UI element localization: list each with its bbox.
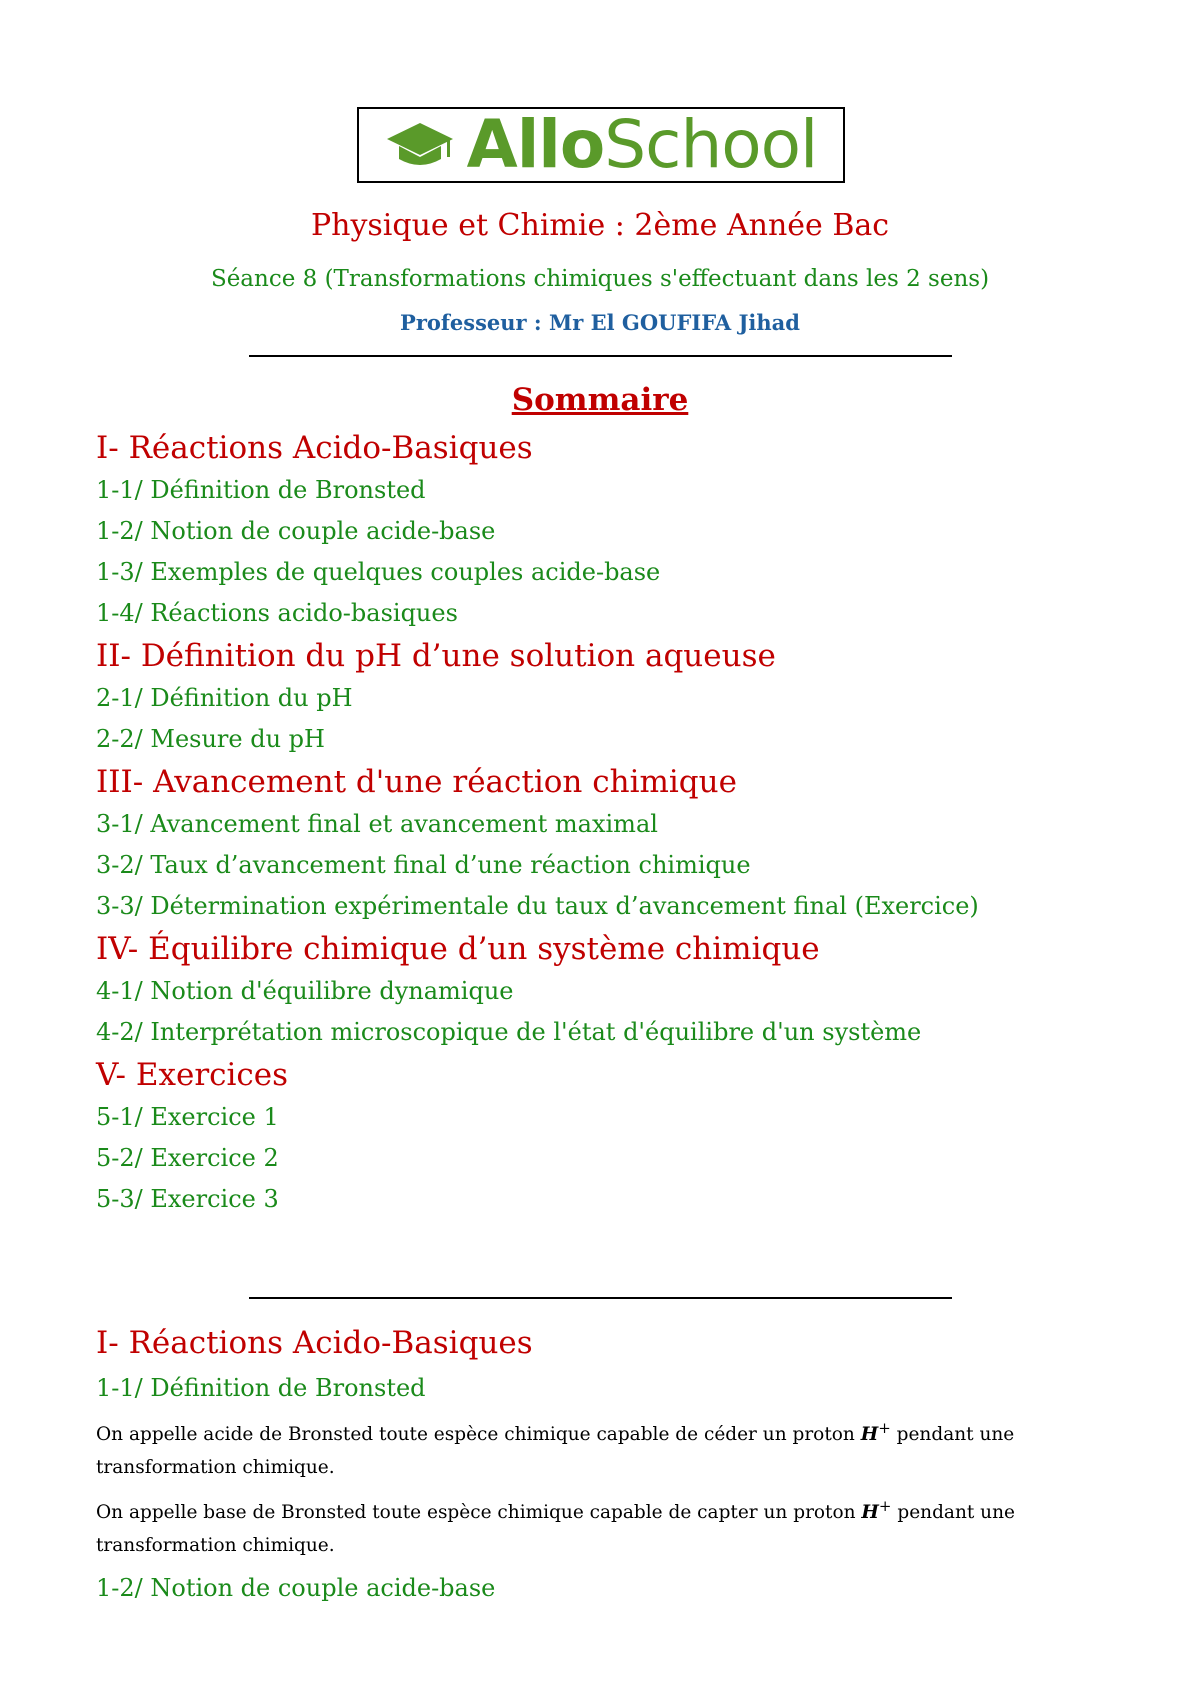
divider <box>249 355 952 357</box>
toc-item-3-3[interactable]: 3-3/ Détermination expérimentale du taux d’avancement final (Exercice) <box>96 892 979 920</box>
seance-title: Séance 8 (Transformations chimiques s'effectuant dans les 2 sens) <box>210 266 990 292</box>
toc-section-5[interactable]: V- Exercices <box>96 1057 289 1093</box>
toc-item-1-3[interactable]: 1-3/ Exemples de quelques couples acide-base <box>96 558 661 586</box>
toc-item-2-1[interactable]: 2-1/ Définition du pH <box>96 684 353 712</box>
divider <box>249 1297 952 1299</box>
toc-item-2-2[interactable]: 2-2/ Mesure du pH <box>96 725 325 753</box>
toc-item-5-1[interactable]: 5-1/ Exercice 1 <box>96 1103 279 1131</box>
base-definition-paragraph: On appelle base de Bronsted toute espèce chimique capable de capter un proton H+ pendant une transformation chimique. <box>96 1497 1015 1556</box>
table-of-contents <box>96 426 1106 1220</box>
toc-item-5-2[interactable]: 5-2/ Exercice 2 <box>96 1144 279 1172</box>
toc-item-1-4[interactable]: 1-4/ Réactions acido-basiques <box>96 599 458 627</box>
logo-text: AlloSchool <box>466 106 818 183</box>
toc-section-1[interactable]: I- Réactions Acido-Basiques <box>96 430 533 466</box>
toc-item-1-1[interactable]: 1-1/ Définition de Bronsted <box>96 476 426 504</box>
proton-symbol: H+ <box>861 1497 892 1523</box>
toc-item-5-3[interactable]: 5-3/ Exercice 3 <box>96 1185 279 1213</box>
graduation-cap-icon <box>385 119 455 171</box>
toc-section-3[interactable]: III- Avancement d'une réaction chimique <box>96 764 737 800</box>
subsection-heading: 1-2/ Notion de couple acide-base <box>96 1574 496 1602</box>
toc-item-3-2[interactable]: 3-2/ Taux d’avancement final d’une réaction chimique <box>96 851 751 879</box>
section-heading: I- Réactions Acido-Basiques <box>96 1325 533 1361</box>
subsection-heading: 1-1/ Définition de Bronsted <box>96 1374 426 1402</box>
body-content <box>96 1320 1106 1612</box>
toc-section-4[interactable]: IV- Équilibre chimique d’un système chimique <box>96 931 820 967</box>
toc-item-3-1[interactable]: 3-1/ Avancement final et avancement maximal <box>96 810 658 838</box>
acid-definition-paragraph: On appelle acide de Bronsted toute espèce chimique capable de céder un proton H+ pendant une transformation chimique. <box>96 1419 1015 1478</box>
toc-item-4-1[interactable]: 4-1/ Notion d'équilibre dynamique <box>96 977 514 1005</box>
toc-item-1-2[interactable]: 1-2/ Notion de couple acide-base <box>96 517 496 545</box>
subject-title: Physique et Chimie : 2ème Année Bac <box>310 208 890 243</box>
proton-symbol: H+ <box>860 1419 891 1445</box>
toc-section-2[interactable]: II- Définition du pH d’une solution aqueuse <box>96 638 776 674</box>
toc-item-4-2[interactable]: 4-2/ Interprétation microscopique de l'état d'équilibre d'un système <box>96 1018 922 1046</box>
professor-name: Professeur : Mr El GOUFIFA Jihad <box>400 310 800 335</box>
alloschool-logo <box>357 107 845 183</box>
summary-title: Sommaire <box>511 382 689 418</box>
